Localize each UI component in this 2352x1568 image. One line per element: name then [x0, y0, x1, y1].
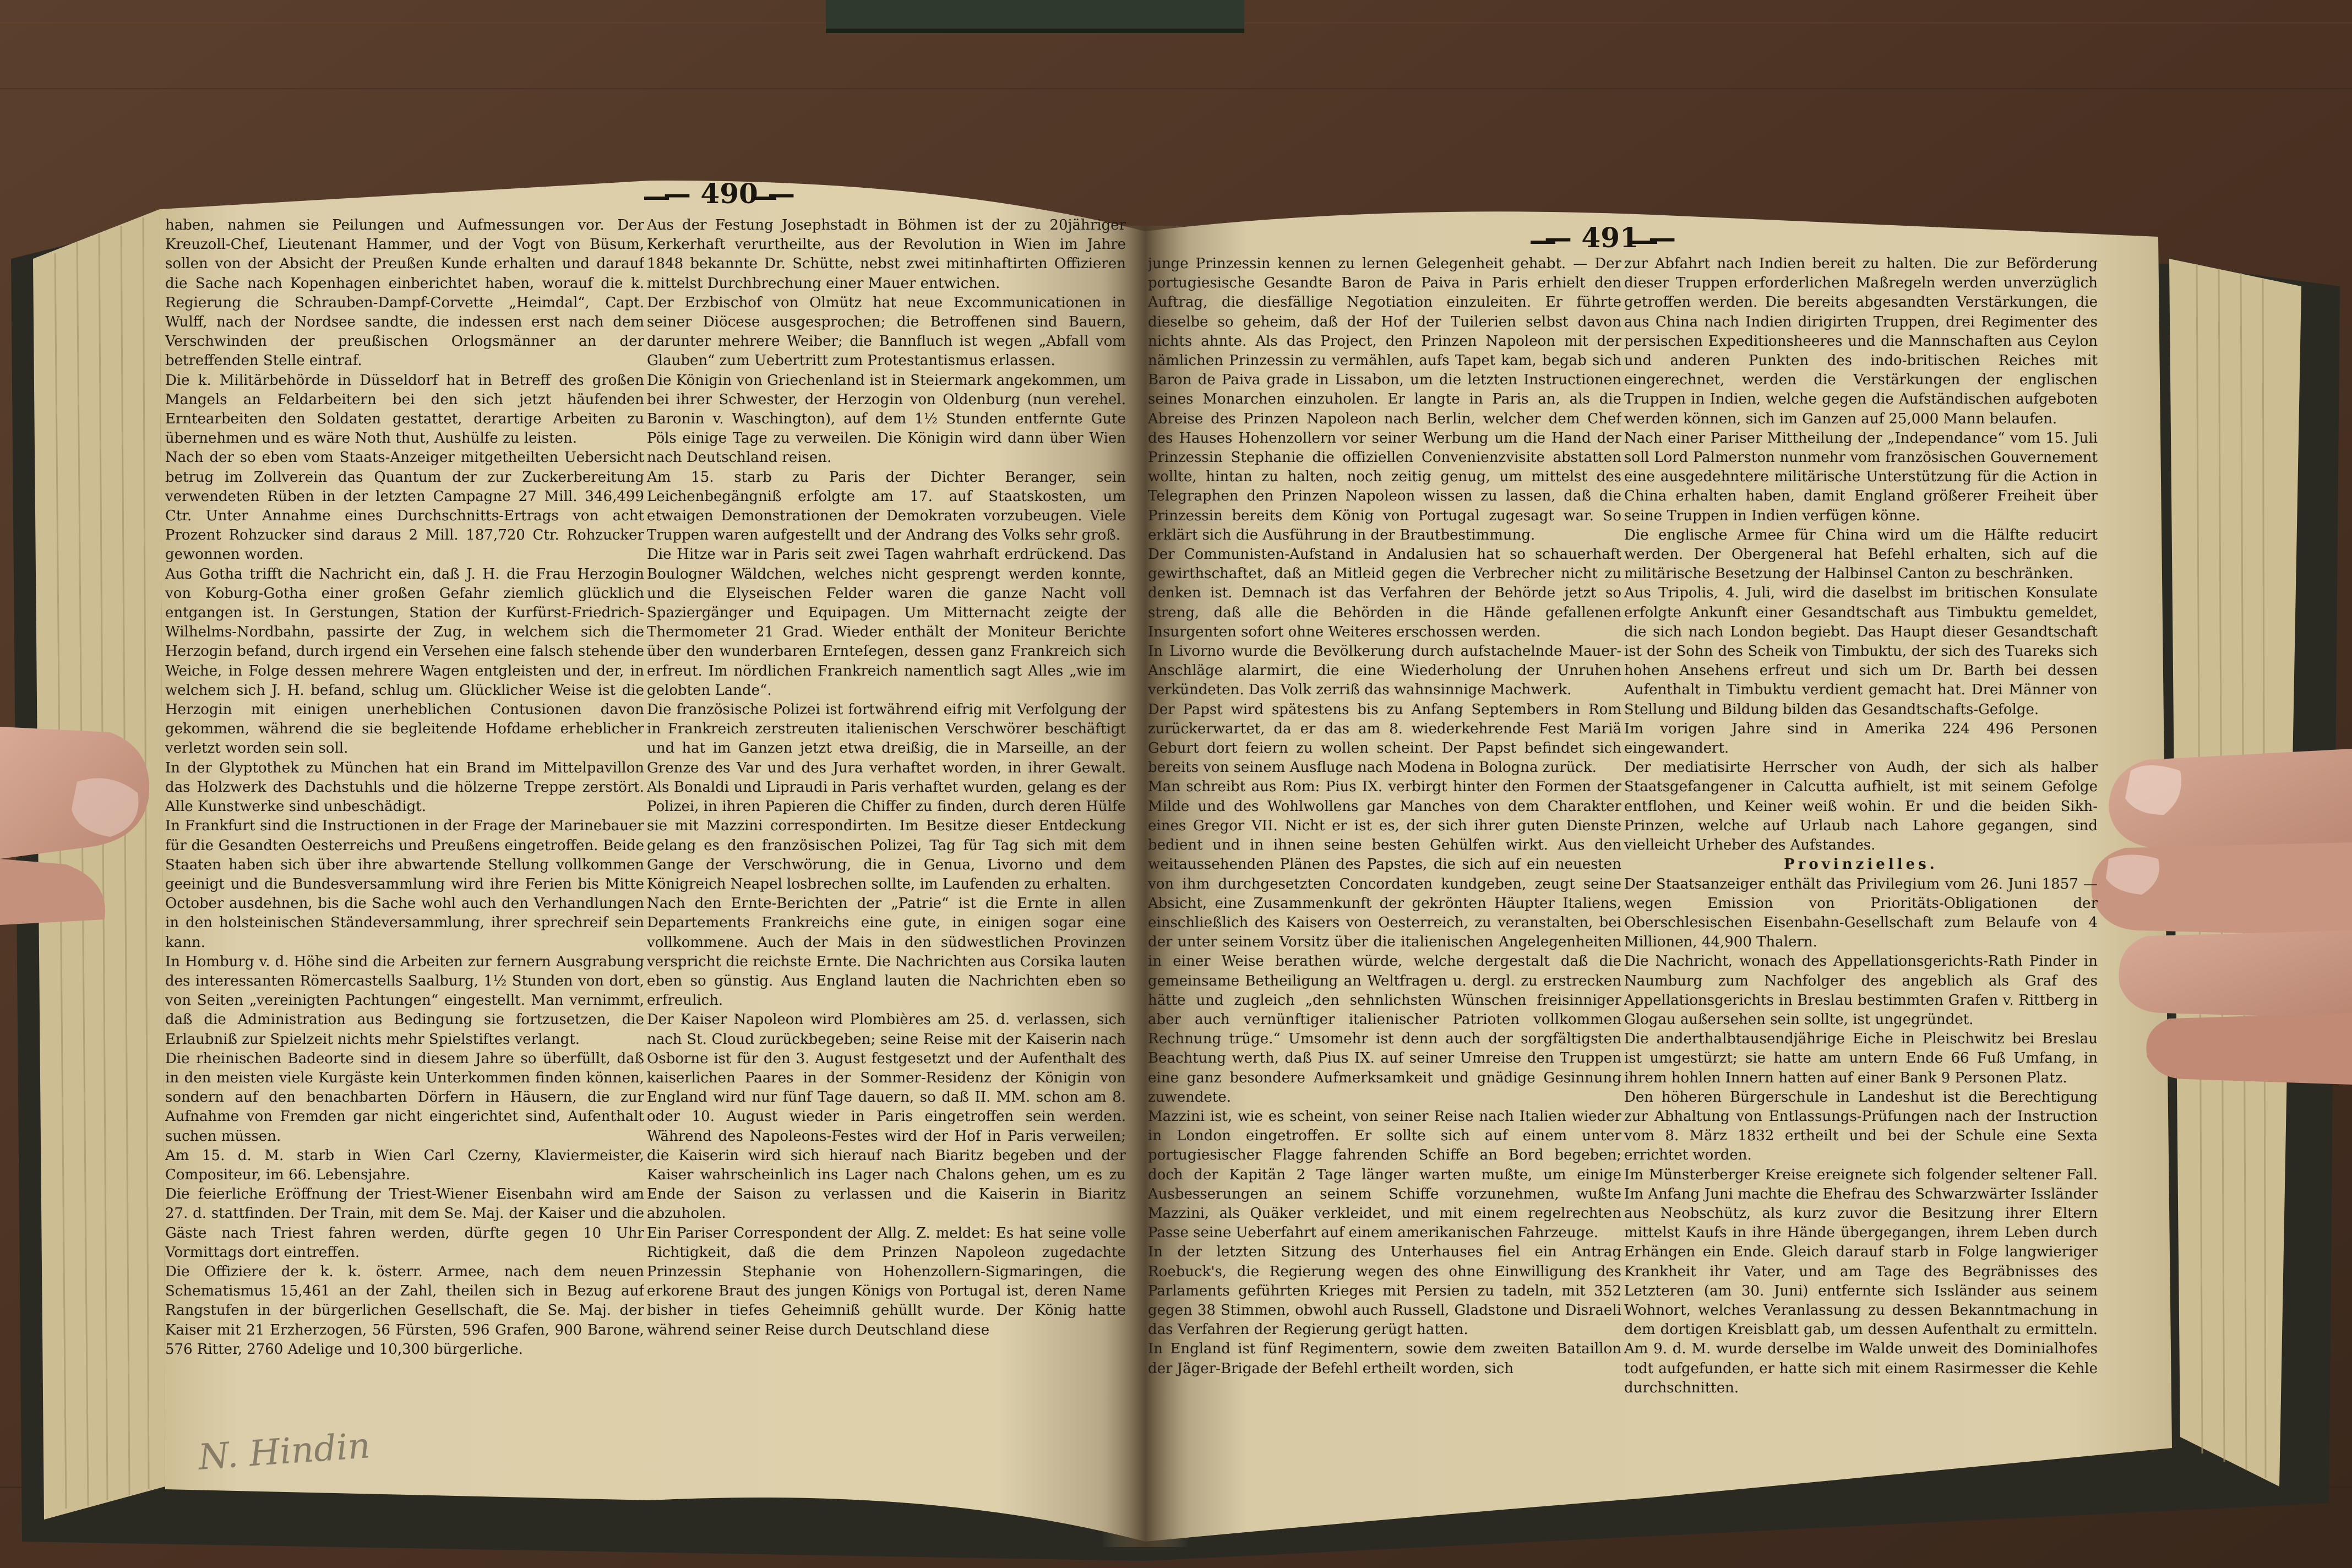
paragraph: Im vorigen Jahre sind in Amerika 224 496 Personen eingewandert. — [1624, 720, 2098, 757]
paragraph: Die rheinischen Badeorte sind in diesem Jahre so überfüllt, daß in den meisten viele Kurgäste kein Unterkommen finden können, sondern auf den benachbarten Dörfern in Häusern, die zur Aufnahme von Fremden gar nicht eingerichtet sind, Aufenthalt suchen müssen. — [165, 1050, 644, 1145]
paragraph: In Frankfurt sind die Instructionen in der Frage der Marinebauer für die Gesandten Oesterreichs und Preußens eingetroffen. Beide Staaten haben sich über ihre abwartende Stellung vollkommen geeinigt und die Bundesversammlung wird ihre Ferien bis Mitte October ausdehnen, bis die Sache wohl auch den Verhandlungen in den holsteinischen Ständeversammlung, ihrer sprechreif sein kann. — [165, 818, 644, 951]
paragraph: Ein Pariser Correspondent der Allg. Z. meldet: Es hat seine volle Richtigkeit, daß die dem Prinzen Napoleon zugedachte Prinzessin Stephanie von Hohenzollern-Sigmaringen, die erkorene Braut des jungen Königs von Portugal ist, deren Name bisher in tiefes Geheimniß gehüllt wurde. Der König hatte während seiner Reise durch Deutschland diese — [647, 1224, 1126, 1338]
paragraph: Im Münsterberger Kreise ereignete sich folgender seltener Fall. Im Anfang Juni machte die Ehefrau des Schwarzwärter Issländer aus Neobschütz, als kurz zuvor die Besitzung ihrer Eltern mittelst Kaufs in ihre Hände übergegangen, ihrem Leben durch Erhängen ein Ende. Gleich darauf starb in Folge langwieriger Krankheit ihr Vater, und am Tage des Begräbnisses des Letzteren (am 30. Juni) entfernte sich Issländer aus seinem Wohnort, welches Veranlassung zu dessen Bekanntmachung in dem dortigen Kreisblatt gab, um dessen Aufenthalt zu ermitteln. Am 9. d. M. wurde derselbe im Walde unweit des Dominialhofes todt aufgefunden, er hatte sich mit einem Rasirmesser die Kehle durchschnitten. — [1624, 1166, 2098, 1396]
handwritten-signature: N. Hindin — [197, 1425, 372, 1478]
paragraph: Die englische Armee für China wird um die Hälfte reducirt werden. Der Obergeneral hat Befehl erhalten, sich auf die militärische Besetzung der Halbinsel Canton zu beschränken. — [1624, 526, 2098, 582]
paragraph: Aus Gotha trifft die Nachricht ein, daß J. H. die Frau Herzogin von Koburg-Gotha einer großen Gefahr ziemlich glücklich entgangen ist. In Gerstungen, Station der Kurfürst-Friedrich-Wilhelms-Nordbahn, passirte der Zug, in welchem sich die Herzogin befand, durch irgend ein Versehen eine falsch stehende Weiche, in Folge dessen mehrere Wagen entgleisten und der, in welchem sich J. H. befand, schlug um. Glücklicher Weise ist die Herzogin mit einigen unerheblichen Contusionen davon gekommen, während die sie begleitende Hofdame erheblicher verletzt worden sein soll. — [165, 565, 644, 757]
left-page-column-2 — [647, 216, 1126, 1466]
paragraph: Den höheren Bürgerschule in Landeshut ist die Berechtigung zur Abhaltung von Entlassungs-Prüfungen nach der Instruction vom 8. März 1832 ertheilt und bei der Schule eine Sexta errichtet worden. — [1624, 1088, 2098, 1164]
paragraph: Die französische Polizei ist fortwährend eifrig mit Verfolgung der in Frankreich zerstreuten italienischen Verschwörer beschäftigt und hat im Ganzen jetzt etwa dreißig, die in Marseille, an der Grenze des Var und des Jura verhaftet worden, in ihrer Gewalt. Als Bonaldi und Lipraudi in Paris verhaftet wurden, gelang es der Polizei, in ihren Papieren die Chiffer zu finden, durch deren Hülfe sie mit Mazzini correspondirten. Im Besitze dieser Entdeckung gelang es den französischen Polizei, Tag für Tag sich mit dem Gange der Verschwörung, die in Genua, Livorno und dem Königreich Neapel losbrechen sollte, im Laufenden zu erhalten. — [647, 701, 1126, 892]
paragraph: Die feierliche Eröffnung der Triest-Wiener Eisenbahn wird am 27. d. stattfinden. Der Train, mit dem Se. Maj. der Kaiser und die Gäste nach Triest fahren werden, dürfte gegen 10 Uhr Vormittags dort eintreffen. — [165, 1186, 644, 1261]
paragraph: Die Königin von Griechenland ist in Steiermark angekommen, um bei ihrer Schwester, der Herzogin von Oldenburg (nun verehel. Baronin v. Waschington), auf dem 1½ Stunden entfernte Gute Pöls einige Tage zu verweilen. Die Königin wird dann über Wien nach Deutschland reisen. — [647, 372, 1126, 466]
paragraph: In Livorno wurde die Bevölkerung durch aufstachelnde Mauer-Anschläge alarmirt, die eine Wiederholung der Unruhen verkündeten. Das Volk zerriß das wahnsinnige Machwerk. — [1148, 643, 1621, 699]
paragraph: junge Prinzessin kennen zu lernen Gelegenheit gehabt. — Der portugiesische Gesandte Baron de Paiva in Paris erhielt den Auftrag, die diesfällige Negotiation einzuleiten. Er führte dieselbe so geheim, daß der Hof der Tuilerien selbst davon nichts ahnte. Als das Project, den Prinzen Napoleon mit der nämlichen Prinzessin zu vermählen, aufs Tapet kam, begab sich Baron de Paiva grade in Lissabon, um die letzten Instructionen seines Monarchen einzuholen. Er langte in Paris an, als die Abreise des Prinzen Napoleon nach Berlin, welcher dem Chef des Hauses Hohenzollern vor seiner Werbung um die Hand der Prinzessin Stephanie die offiziellen Convenienzvisite abstatten wollte, hintan zu halten, noch zeitig genug, um mittelst des Telegraphen den Prinzen Napoleon wissen zu lassen, daß die Prinzessin bereits dem König von Portugal zugesagt war. So erklärt sich die Ausführung in der Brautbestimmung. — [1148, 255, 1621, 543]
right-page-column-1 — [1148, 254, 1621, 1499]
paragraph: Man schreibt aus Rom: Pius IX. verbirgt hinter den Formen der Milde und des Wohlwollens gar Manches von dem Charakter eines Gregor VII. Nicht er ist es, der sich ihrer guten Dienste bedient und in ihnen seine besten Gehülfen wirkt. Aus den weitaussehenden Plänen des Papstes, die sich auf ein neuesten von ihm durchgesetzten Concordaten kundgeben, zeugt seine Absicht, eine Zusammenkunft der gekrönten Häupter Italiens, einschließlich des Kaisers von Oesterreich, zu veranstalten, bei der unter seinem Vorsitz über die italienischen Angelegenheiten in einer Weise berathen würde, welche dergestalt daß die gemeinsame Betheiligung an Weltfragen u. dergl. zu erstrecken hätte und zugleich „den sehnlichsten Wünschen freisinniger aber auch vernünftiger italienischer Patrioten vollkommen Rechnung trüge.“ Umsomehr ist denn auch der sorgfältigsten Beachtung werth, daß Pius IX. auf seiner Umreise den Truppen eine ganz besondere Aufmerksamkeit und gnädige Gesinnung zuwendete. — [1148, 778, 1621, 1106]
paragraph: Die Nachricht, wonach des Appellationsgerichts-Rath Pinder in Naumburg zum Nachfolger des angeblich als Graf des Appellationsgerichts in Breslau bestimmten Grafen v. Rittberg in Glogau außersehen sein sollte, ist ungegründet. — [1624, 953, 2098, 1028]
paragraph: Nach den Ernte-Berichten der „Patrie“ ist die Ernte in allen Departements Frankreichs eine gute, in einigen sogar eine vollkommene. Auch der Mais in den südwestlichen Provinzen verspricht die reichste Ernte. Die Nachrichten aus Corsika lauten eben so günstig. Aus England lauten die Nachrichten eben so erfreulich. — [647, 895, 1126, 1009]
paragraph: Aus Tripolis, 4. Juli, wird die daselbst im britischen Konsulate erfolgte Ankunft einer Gesandtschaft aus Timbuktu gemeldet, die sich nach London begiebt. Das Haupt dieser Gesandtschaft ist der Sohn des Scheik von Timbuktu, der sich des Tuareks sich hohen Ansehens erfreut und sich um Dr. Barth bei dessen Aufenthalt in Timbuktu verdient gemacht hat. Drei Männer von Stellung und Bildung bilden das Gesandtschafts-Gefolge. — [1624, 585, 2098, 718]
paragraph: Nach einer Pariser Mittheilung der „Independance“ vom 15. Juli soll Lord Palmerston nunmehr vom französischen Gouvernement eine ausgedehntere militärische Unterstützung für die Action in China erhalten haben, damit England größerer Freiheit über seine Truppen in Indien verfügen könne. — [1624, 429, 2098, 524]
left-page-number: — 490 — — [663, 177, 796, 210]
section-heading: Provinzielles. — [1784, 856, 1938, 873]
paragraph: zur Abfahrt nach Indien bereit zu halten. Die zur Beförderung dieser Truppen erforderlichen Maßregeln werden unverzüglich getroffen werden. Die bereits abgesandten Verstärkungen, die aus China nach Indien dirigirten Truppen, drei Regimenter des persischen Expeditionsheeres und die Mannschaften aus Ceylon und anderen Punkten des indo-britischen Reiches mit eingerechnet, werden die Verstärkungen der englischen Truppen in Indien, welche gegen die Aufständischen aufgeboten werden können, sich im Ganzen auf 25,000 Mann belaufen. — [1624, 255, 2098, 427]
paragraph: In der letzten Sitzung des Unterhauses fiel ein Antrag Roebuck's, die Regierung wegen des ohne Einwilligung des Parlaments geführten Krieges mit Persien zu tadeln, mit 352 gegen 38 Stimmen, obwohl auch Russell, Gladstone und Disraeli das Verfahren der Regierung gerügt hatten. — [1148, 1244, 1621, 1338]
paragraph: Der Staatsanzeiger enthält das Privilegium vom 26. Juni 1857 — wegen Emission von Prioritäts-Obligationen der Oberschlesischen Eisenbahn-Gesellschaft zum Belaufe von 4 Millionen, 44,900 Thalern. — [1624, 875, 2098, 951]
paragraph: Die anderthalbtausendjährige Eiche in Pleischwitz bei Breslau ist umgestürzt; sie hatte am untern Ende 66 Fuß Umfang, in ihrem hohlen Innern hatten auf einer Bank 9 Personen Platz. — [1624, 1031, 2098, 1086]
paragraph: Der Kaiser Napoleon wird Plombières am 25. d. verlassen, sich nach St. Cloud zurückbegeben; seine Reise mit der Kaiserin nach Osborne ist für den 3. August festgesetzt und der Aufenthalt des kaiserlichen Paares in der Sommer-Residenz der Königin von England wird nur fünf Tage dauern, so daß II. MM. schon am 8. oder 10. August wieder in Paris eingetroffen sein werden. Während des Napoleons-Festes wird der Hof in Paris verweilen; die Kaiserin wird sich hierauf nach Biaritz begeben und der Kaiser wahrscheinlich ins Lager nach Chalons gehen, um es zu Ende der Saison zu verlassen und die Kaiserin in Biaritz abzuholen. — [647, 1011, 1126, 1222]
paragraph: Der Communisten-Aufstand in Andalusien hat so schauerhaft gewirthschaftet, daß an Mitleid gegen die Verbrecher nicht zu denken ist. Demnach ist das Verfahren der Behörde jetzt so streng, daß alle die Behörden in die Hände gefallenen Insurgenten sofort ohne Weiteres erschossen werden. — [1148, 546, 1621, 640]
right-page-column-2 — [1624, 254, 2098, 1438]
paragraph: Am 15. d. M. starb in Wien Carl Czerny, Klaviermeister, Compositeur, im 66. Lebensjahre. — [165, 1147, 644, 1183]
paragraph: haben, nahmen sie Peilungen und Aufmessungen vor. Der Kreuzoll-Chef, Lieutenant Hammer, und der Vogt von Büsum, sollen von der Absicht der Preußen Kunde erhalten und darauf die Sache nach Kopenhagen einberichtet haben, worauf die k. Regierung die Schrauben-Dampf-Corvette „Heimdal“, Capt. Wulff, nach der Nordsee sandte, die indessen erst nach dem Verschwinden der preußischen Orlogsmänner an der betreffenden Stelle eintraf. — [165, 217, 644, 369]
paragraph: Der Erzbischof von Olmütz hat neue Excommunicationen in seiner Diöcese ausgesprochen; die Betroffenen sind Bauern, darunter mehrere Weiber; die Bannfluch ist wegen „Abfall vom Glauben“ zum Uebertritt zum Protestantismus erlassen. — [647, 294, 1126, 369]
left-page-column-1 — [165, 216, 644, 1366]
paragraph: Die Hitze war in Paris seit zwei Tagen wahrhaft erdrückend. Das Boulogner Wäldchen, welches nicht gesprengt werden konnte, und die Elyseischen Felder waren die ganze Nacht voll Spaziergänger und Equipagen. Um Mitternacht zeigte der Thermometer 21 Grad. Wieder enthält der Moniteur Berichte über den wunderbaren Ernteſegen, dessen ganz Frankreich sich erfreut. Im nördlichen Frankreich namentlich sagt Alles „wie im gelobten Lande“. — [647, 546, 1126, 699]
paragraph: In der Glyptothek zu München hat ein Brand im Mittelpavillon das Holzwerk des Dachstuhls und die hölzerne Treppe zerstört. Alle Kunstwerke sind unbeschädigt. — [165, 759, 644, 815]
paragraph: Der mediatisirte Herrscher von Audh, der sich als halber Staatsgefangener in Calcutta aufhielt, ist mit seinem Gefolge entflohen, und Keiner weiß wohin. Er und die beiden Sikh-Prinzen, welche auf Urlaub nach Lahore gegangen, sind vielleicht Urheber des Aufstandes. — [1624, 759, 2098, 854]
paragraph: In England ist fünf Regimentern, sowie dem zweiten Bataillon der Jäger-Brigade der Befehl ertheilt worden, sich — [1148, 1341, 1621, 1377]
paragraph: Die Offiziere der k. k. österr. Armee, nach dem neuen Schematismus 15,461 an der Zahl, theilen sich in Bezug auf Rangstufen in der bürgerlichen Gesellschaft, die Se. Maj. der Kaiser mit 21 Erzherzogen, 56 Fürsten, 596 Grafen, 900 Barone, 576 Ritter, 2760 Adelige und 10,300 bürgerliche. — [165, 1263, 644, 1358]
paragraph: In Homburg v. d. Höhe sind die Arbeiten zur fernern Ausgrabung des interessanten Römercastells Saalburg, 1½ Stunden von dort, von Seiten „vereinigten Pachtungen“ eingestellt. Man vernimmt, daß die Administration aus Bedingung sie fortzusetzen, die Erlaubniß zur Spielzeit nichts mehr Spielstiftes verlangt. — [165, 953, 644, 1048]
paragraph: Nach der so eben vom Staats-Anzeiger mitgetheilten Uebersicht betrug im Zollverein das Quantum der zur Zuckerbereitung verwendeten Rüben in der letzten Campagne 27 Mill. 346,499 Ctr. Unter Annahme eines Durchschnitts-Ertrags von acht Prozent Rohzucker sind daraus 2 Mill. 187,720 Ctr. Rohzucker gewonnen worden. — [165, 449, 644, 563]
paragraph: Mazzini ist, wie es scheint, von seiner Reise nach Italien wieder in London eingetroffen. Er sollte sich auf einem unter portugiesischer Flagge fahrenden Schiffe an Bord begeben; doch der Kapitän 2 Tage länger warten mußte, um einige Ausbesserungen an seinem Schiffe vorzunehmen, wußte Mazzini, als Quäker verkleidet, und mit einem regelrechten Passe seine Ueberfahrt auf einem amerikanischen Fahrzeuge. — [1148, 1108, 1621, 1242]
paragraph: Die k. Militärbehörde in Düsseldorf hat in Betreff des großen Mangels an Feldarbeitern bei den sich jetzt häufenden Erntearbeiten den Soldaten gestattet, derartige Arbeiten zu übernehmen und es wäre Noth thut, Aushülfe zu leisten. — [165, 372, 644, 447]
right-page-number: — 491 — — [1544, 221, 1676, 254]
paragraph: Am 15. starb zu Paris der Dichter Beranger, sein Leichenbegängniß erfolgte am 17. auf Staatskosten, um etwaigen Demonstrationen der Demokraten vorzubeugen. Viele Truppen waren aufgestellt und der Andrang des Volks sehr groß. — [647, 469, 1126, 544]
paragraph: Der Papst wird spätestens bis zu Anfang Septembers in Rom zurückerwartet, da er das am 8. wiederkehrende Fest Mariä Geburt dort feiern zu wollen scheint. Der Papst befindet sich bereits von seinem Ausfluge nach Modena in Bologna zurück. — [1148, 701, 1621, 776]
paragraph: Aus der Festung Josephstadt in Böhmen ist der zu 20jähriger Kerkerhaft verurtheilte, aus der Revolution in Wien im Jahre 1848 bekannte Dr. Schütte, nebst zwei mitinhaftirten Offizieren mittelst Durchbrechung einer Mauer entwichen. — [647, 217, 1126, 292]
